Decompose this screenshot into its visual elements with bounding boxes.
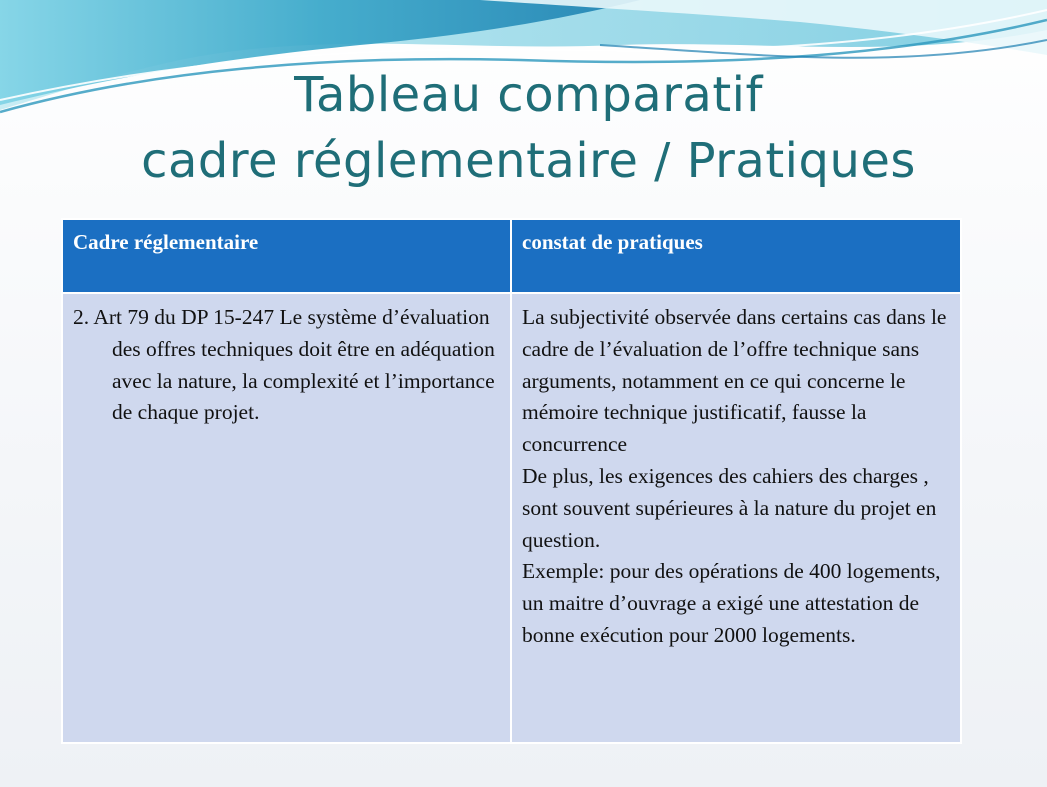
practice-paragraph-3: Exemple: pour des opérations de 400 logements, un maitre d’ouvrage a exigé une attestation de bonne exécution pour 2000 logements. <box>522 559 941 647</box>
cell-constat-pratiques <box>511 293 961 743</box>
title-line-2: cadre réglementaire / Pratiques <box>141 133 916 189</box>
header-constat-pratiques: constat de pratiques <box>511 219 961 293</box>
title-line-1: Tableau comparatif <box>294 67 763 123</box>
regulation-text: 2. Art 79 du DP 15-247 Le système d’évaluation des offres techniques doit être en adéquation avec la nature, la complexité et l’importance de chaque projet. <box>73 305 495 425</box>
comparison-table <box>61 218 962 744</box>
practice-paragraph-2: De plus, les exigences des cahiers des charges , sont souvent supérieures à la nature du projet en question. <box>522 463 937 552</box>
table-header-row <box>62 219 961 293</box>
cell-cadre-reglementaire <box>62 293 511 743</box>
table-row <box>62 293 961 743</box>
practice-paragraph-1: La subjectivité observée dans certains cas dans le cadre de l’évaluation de l’offre technique sans arguments, notamment en ce qui concerne le mémoire technique justificatif, fausse la concurrence <box>522 305 947 457</box>
header-cadre-reglementaire: Cadre réglementaire <box>62 219 511 293</box>
slide-title <box>0 62 1047 194</box>
